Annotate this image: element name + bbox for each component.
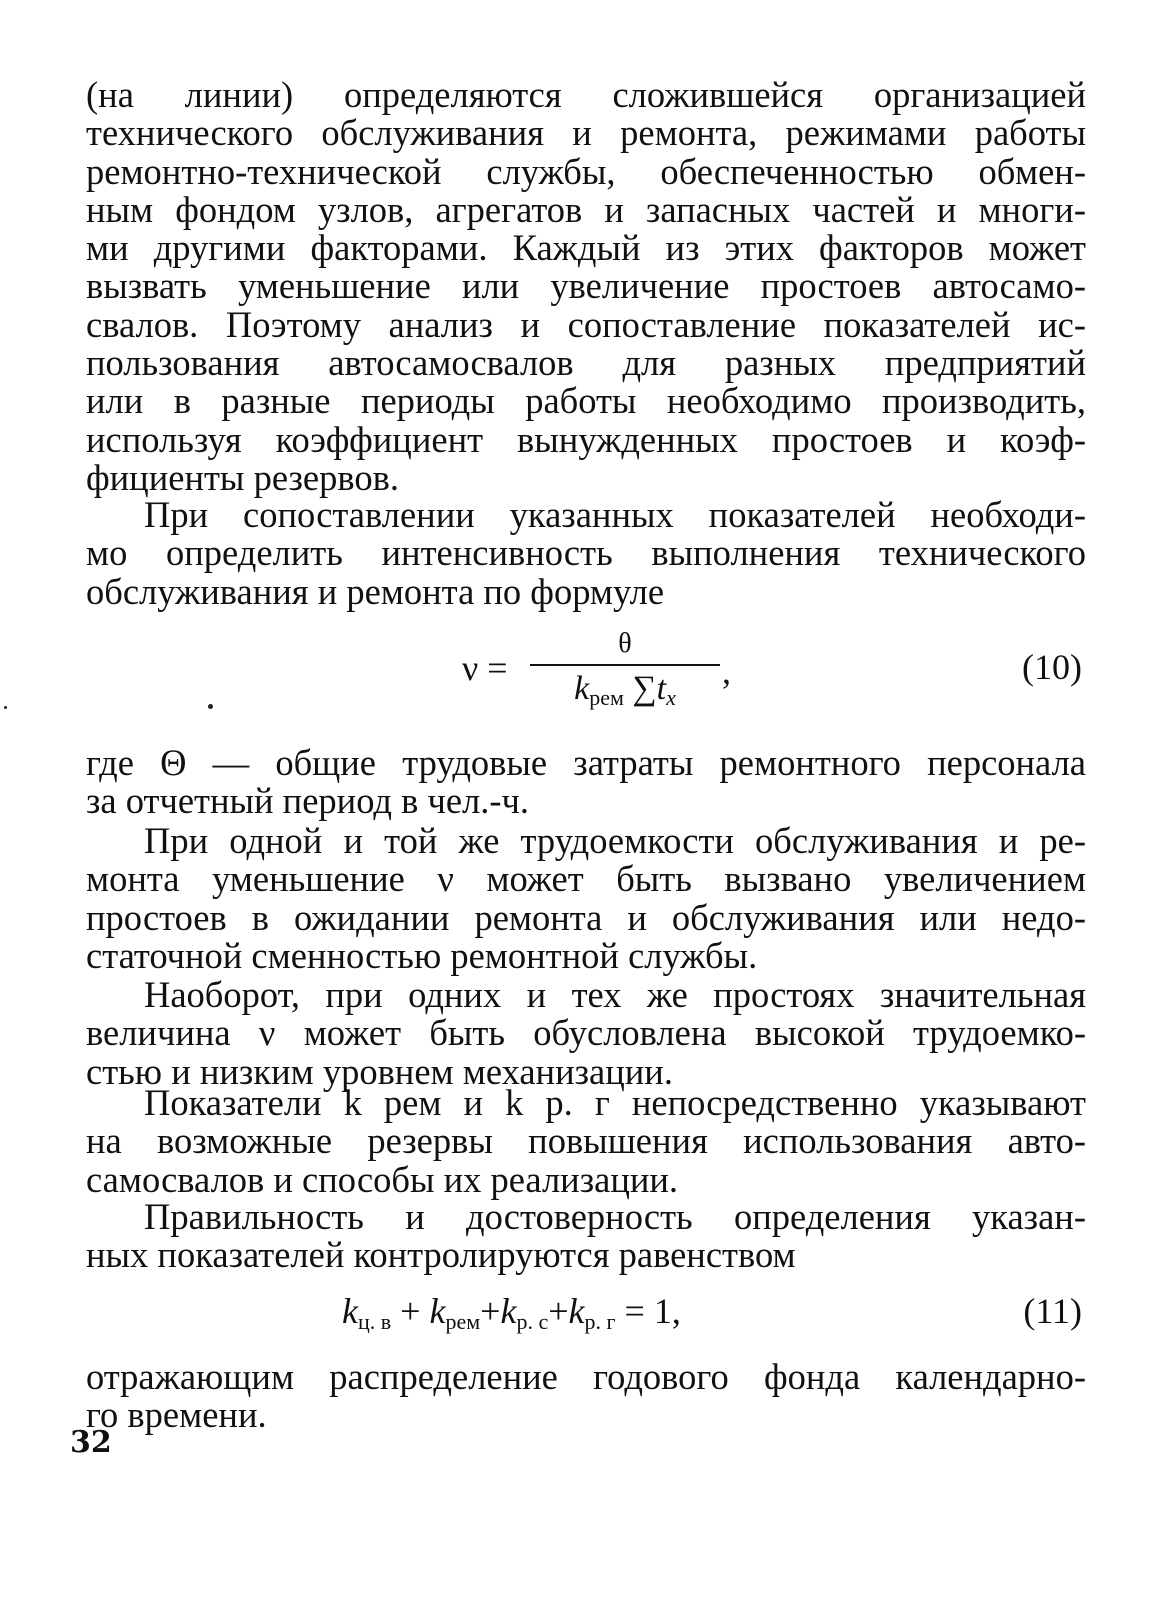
paragraph-7 (86, 1198, 1086, 1275)
formula-10-comma: , (722, 651, 731, 691)
text-line: величина ν может быть обусловлена высокой трудоемко- (86, 1012, 1086, 1054)
stray-dot (4, 706, 7, 709)
text-line: простоев в ожидании ремонта и обслуживания или недо- (86, 896, 1086, 938)
plus-sign: + (548, 1291, 569, 1331)
text-line: Наоборот, при одних и тех же простоях значительная (144, 974, 1086, 1015)
text-line: технического обслуживания и ремонта, режимами работы (86, 112, 1086, 154)
text-line: свалов. Поэтому анализ и сопоставление показателей ис- (86, 303, 1086, 345)
text-line: самосвалов и способы их реализации. (86, 1158, 679, 1200)
text-line: статочной сменностью ремонтной службы. (86, 934, 758, 976)
subscript: рем (445, 1309, 481, 1334)
symbol-t: t (656, 670, 667, 707)
plus-sign: + (400, 1291, 421, 1331)
text-line: ми другими факторами. Каждый из этих факторов может (86, 227, 1086, 269)
fraction-numerator: θ (618, 628, 632, 659)
sum-symbol: ∑ (632, 670, 657, 707)
equation-number-10: (10) (1022, 647, 1082, 687)
stray-dot (208, 704, 213, 709)
paragraph-1 (86, 76, 1086, 497)
formula-10-fraction (530, 628, 720, 711)
paragraph-2 (86, 496, 1086, 611)
text-line: (на линии) определяются сложившейся организацией (86, 74, 1086, 115)
text-line: стью и низким уровнем механизации. (86, 1050, 673, 1092)
symbol-k: k (429, 1291, 446, 1331)
text-line: на возможные резервы повышения использования авто- (86, 1120, 1086, 1162)
formula-10-lhs (462, 647, 508, 689)
plus-sign: + (480, 1291, 501, 1331)
text-line: При одной и той же трудоемкости обслуживания и ре- (144, 820, 1086, 861)
text-line: ремонтно-технической службы, обеспеченностью обмен- (86, 150, 1086, 192)
text-line: При сопоставлении указанных показателей необходи- (144, 494, 1086, 535)
equation-number-11: (11) (1023, 1291, 1082, 1331)
subscript: x (666, 685, 676, 710)
text-line: ных показателей контролируются равенством (86, 1234, 796, 1276)
text-line: пользования автосамосвалов для разных предприятий (86, 342, 1086, 384)
page-number: 32 (70, 1425, 112, 1460)
text-line: отражающим распределение годового фонда календарно- (86, 1356, 1086, 1397)
text-line: го времени. (86, 1394, 267, 1436)
text-line: обслуживания и ремонта по формуле (86, 570, 665, 612)
text-line: где Θ — общие трудовые затраты ремонтного персонала (86, 742, 1086, 783)
fraction-denominator (530, 666, 720, 711)
paragraph-5 (86, 976, 1086, 1091)
paragraph-6 (86, 1084, 1086, 1199)
subscript: р. г (584, 1309, 616, 1334)
text-line: или в разные периоды работы необходимо производить, (86, 380, 1086, 422)
text-line: за отчетный период в чел.-ч. (86, 780, 529, 822)
paragraph-8 (86, 1358, 1086, 1435)
symbol-k: k (342, 1291, 358, 1331)
text-line: Правильность и достоверность определения указан- (144, 1196, 1086, 1237)
formula-11 (342, 1290, 681, 1335)
text-line: монта уменьшение ν может быть вызвано увеличением (86, 858, 1086, 900)
paragraph-4 (86, 822, 1086, 975)
text-line: ным фондом узлов, агрегатов и запасных частей и многи- (86, 188, 1086, 230)
text-line: Показатели k рем и k р. г непосредственно указывают (144, 1082, 1086, 1123)
text-line: мо определить интенсивность выполнения технического (86, 532, 1086, 574)
text-line: фициенты резервов. (86, 456, 399, 498)
paragraph-3 (86, 744, 1086, 821)
formula-rhs: = 1, (624, 1291, 681, 1331)
subscript: р. с (516, 1309, 549, 1334)
symbol-k: k (500, 1291, 517, 1331)
text-line: используя коэффициент вынужденных простоев и коэф- (86, 418, 1086, 460)
subscript: рем (589, 685, 624, 710)
formula-lhs: ν = (462, 648, 508, 688)
symbol-k: k (568, 1291, 585, 1331)
text-line: вызвать уменьшение или увеличение простоев автосамо- (86, 265, 1086, 307)
subscript: ц. в (357, 1309, 392, 1334)
symbol-k: k (574, 670, 590, 707)
